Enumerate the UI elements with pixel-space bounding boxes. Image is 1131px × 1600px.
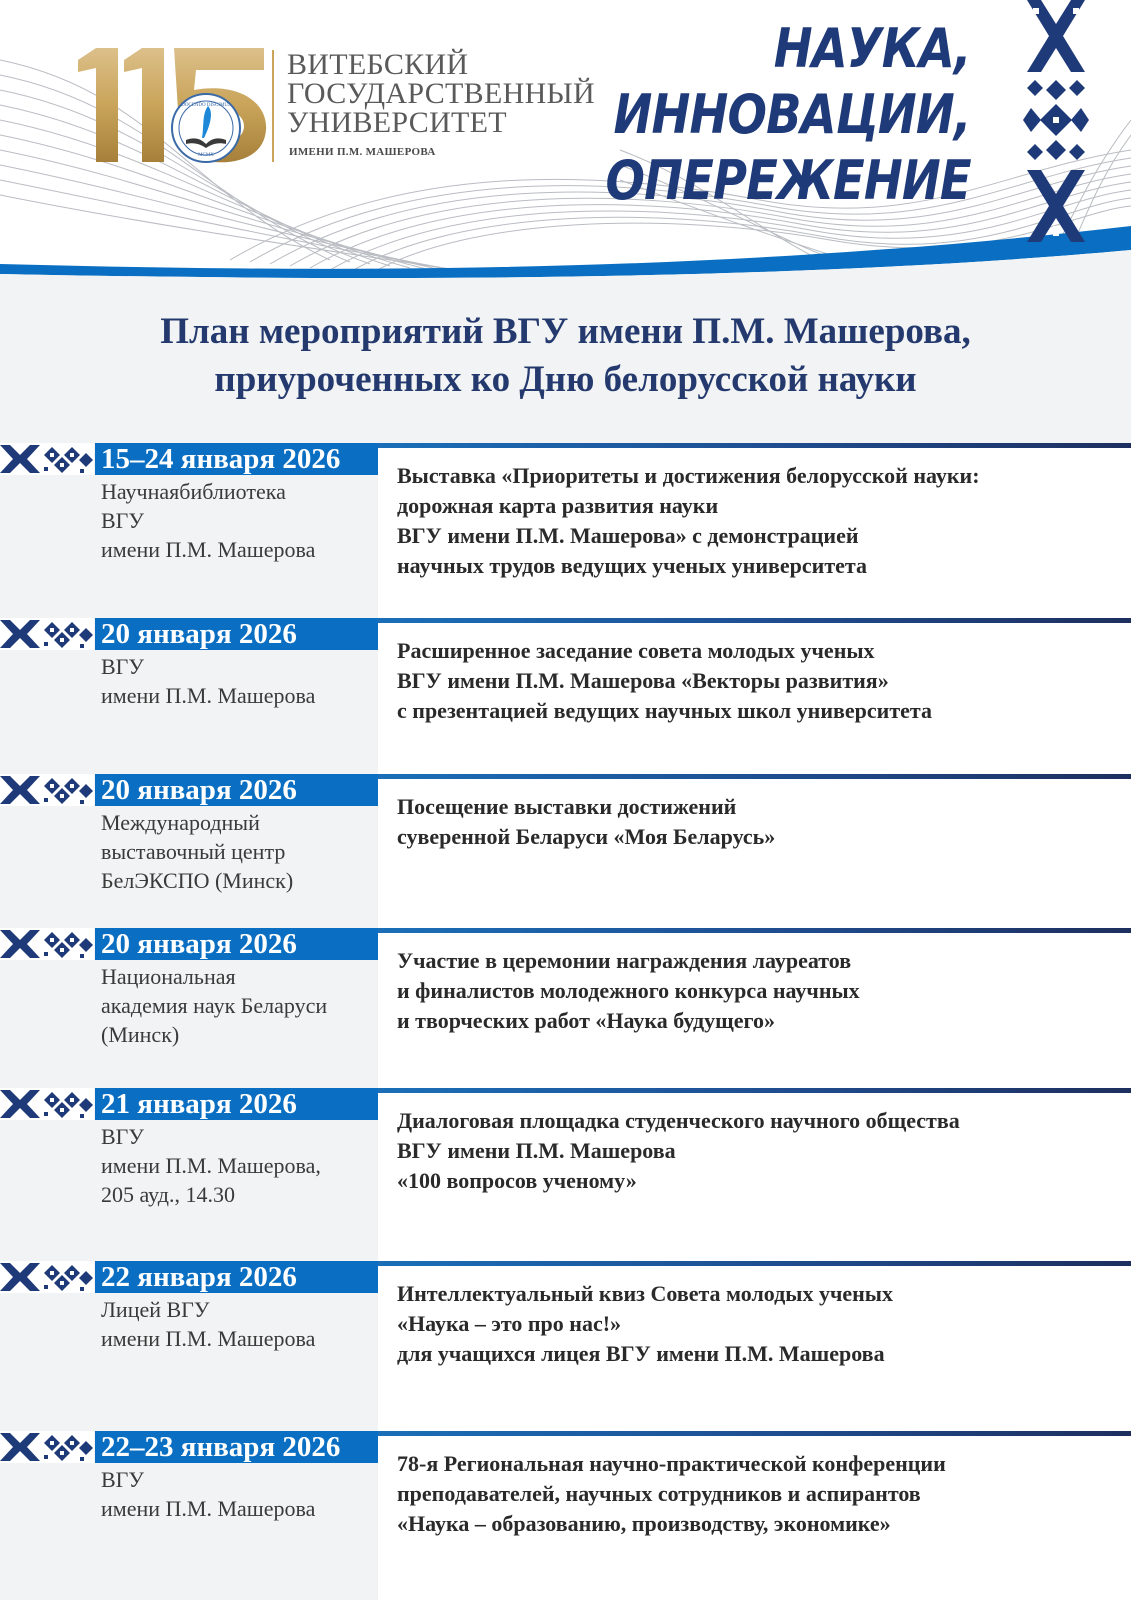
location-line: имени П.М. Машерова <box>101 1496 316 1521</box>
event-divider-line <box>378 1431 1131 1436</box>
location-line: ВГУ <box>101 1467 144 1492</box>
event-divider-line <box>378 618 1131 623</box>
event-date: 21 января 2026 <box>95 1088 378 1120</box>
event-location <box>101 1295 371 1353</box>
description-line: Посещение выставки достижений <box>397 794 737 819</box>
ornament-icon <box>0 618 94 650</box>
university-name-line: ВИТЕБСКИЙ <box>287 48 469 81</box>
university-subtitle: ИМЕНИ П.М. МАШЕРОВА <box>289 146 436 158</box>
event-date: 20 января 2026 <box>95 618 378 650</box>
location-line: имени П.М. Машерова <box>101 1326 316 1351</box>
page-title-line: План мероприятий ВГУ имени П.М. Машерова, <box>160 311 971 352</box>
event-description <box>397 792 1117 852</box>
location-line: имени П.М. Машерова <box>101 537 316 562</box>
event-divider-line <box>378 774 1131 779</box>
ornament-icon <box>0 443 94 475</box>
description-line: преподавателей, научных сотрудников и аспирантов <box>397 1481 921 1506</box>
slogan <box>606 16 971 214</box>
description-line: Выставка «Приоритеты и достижения белорусской науки: <box>397 463 980 488</box>
ornament-icon <box>0 774 94 806</box>
event-date: 22–23 января 2026 <box>95 1431 378 1463</box>
event-description <box>397 1279 1117 1369</box>
location-line: имени П.М. Машерова <box>101 683 316 708</box>
ornament-icon <box>0 928 94 960</box>
seal-text-bottom: MCMX <box>198 153 214 158</box>
ornament-icon <box>0 1431 94 1463</box>
event-location <box>101 962 371 1049</box>
slogan-line: ИННОВАЦИИ, <box>613 83 971 146</box>
description-line: Расширенное заседание совета молодых ученых <box>397 638 875 663</box>
description-line: с презентацией ведущих научных школ университета <box>397 698 932 723</box>
blue-swoosh-stripe <box>0 220 1131 290</box>
event-description <box>397 461 1117 581</box>
event-divider-line <box>378 1261 1131 1266</box>
event-description <box>397 946 1117 1036</box>
location-line: ВГУ <box>101 654 144 679</box>
event-divider-line <box>378 1088 1131 1093</box>
location-line: Международный <box>101 810 260 835</box>
description-line: для учащихся лицея ВГУ имени П.М. Машерова <box>397 1341 885 1366</box>
page-title <box>0 308 1131 404</box>
description-line: и творческих работ «Наука будущего» <box>397 1008 775 1033</box>
event-date: 22 января 2026 <box>95 1261 378 1293</box>
event-location <box>101 1465 371 1523</box>
location-line: имени П.М. Машерова, <box>101 1153 321 1178</box>
header-banner <box>0 0 1131 290</box>
anniversary-115-logo <box>78 46 268 164</box>
description-line: дорожная карта развития науки <box>397 493 719 518</box>
description-line: научных трудов ведущих ученых университета <box>397 553 867 578</box>
location-line: (Минск) <box>101 1022 180 1047</box>
description-line: Диалоговая площадка студенческого научного общества <box>397 1108 960 1133</box>
event-location <box>101 652 371 710</box>
description-line: «100 вопросов ученому» <box>397 1168 637 1193</box>
event-date: 20 января 2026 <box>95 928 378 960</box>
description-line: ВГУ имени П.М. Машерова «Векторы развития» <box>397 668 889 693</box>
slogan-line: ОПЕРЕЖЕНИЕ <box>605 149 971 212</box>
university-name-line: ГОСУДАРСТВЕННЫЙ <box>287 77 595 110</box>
page-title-line: приуроченных ко Дню белорусской науки <box>214 359 917 400</box>
event-divider-line <box>378 443 1131 448</box>
description-line: Участие в церемонии награждения лауреатов <box>397 948 852 973</box>
event-description <box>397 1449 1117 1539</box>
event-date: 15–24 января 2026 <box>95 443 378 475</box>
location-line: ВГУ <box>101 1124 144 1149</box>
location-line: Лицей ВГУ <box>101 1297 210 1322</box>
event-location <box>101 1122 371 1209</box>
location-line: Научнаябиблиотека <box>101 479 286 504</box>
event-date: 20 января 2026 <box>95 774 378 806</box>
event-divider-line <box>378 928 1131 933</box>
location-line: БелЭКСПО (Минск) <box>101 868 294 893</box>
event-location <box>101 808 371 895</box>
seal-text-top: DOCENDO DISCIMUS <box>181 103 231 108</box>
slogan-line: НАУКА, <box>773 17 971 80</box>
description-line: 78-я Региональная научно-практической конференции <box>397 1451 946 1476</box>
location-line: Национальная <box>101 964 236 989</box>
location-line: 205 ауд., 14.30 <box>101 1182 235 1207</box>
location-line: ВГУ <box>101 508 144 533</box>
location-line: выставочный центр <box>101 839 286 864</box>
description-line: и финалистов молодежного конкурса научных <box>397 978 860 1003</box>
description-line: ВГУ имени П.М. Машерова <box>397 1138 676 1163</box>
event-description <box>397 636 1117 726</box>
description-line: суверенной Беларуси «Моя Беларусь» <box>397 824 776 849</box>
description-line: ВГУ имени П.М. Машерова» с демонстрацией <box>397 523 859 548</box>
description-line: Интеллектуальный квиз Совета молодых ученых <box>397 1281 893 1306</box>
university-name-line: УНИВЕРСИТЕТ <box>287 106 507 139</box>
logo-divider <box>272 50 274 162</box>
university-name <box>287 50 595 137</box>
event-description <box>397 1106 1117 1196</box>
location-line: академия наук Беларуси <box>101 993 328 1018</box>
description-line: «Наука – образованию, производству, экономике» <box>397 1511 891 1536</box>
description-line: «Наука – это про нас!» <box>397 1311 622 1336</box>
ornament-icon <box>0 1261 94 1293</box>
ornament-icon <box>0 1088 94 1120</box>
belarusian-ornament-vertical <box>1023 0 1089 246</box>
event-location <box>101 477 371 564</box>
